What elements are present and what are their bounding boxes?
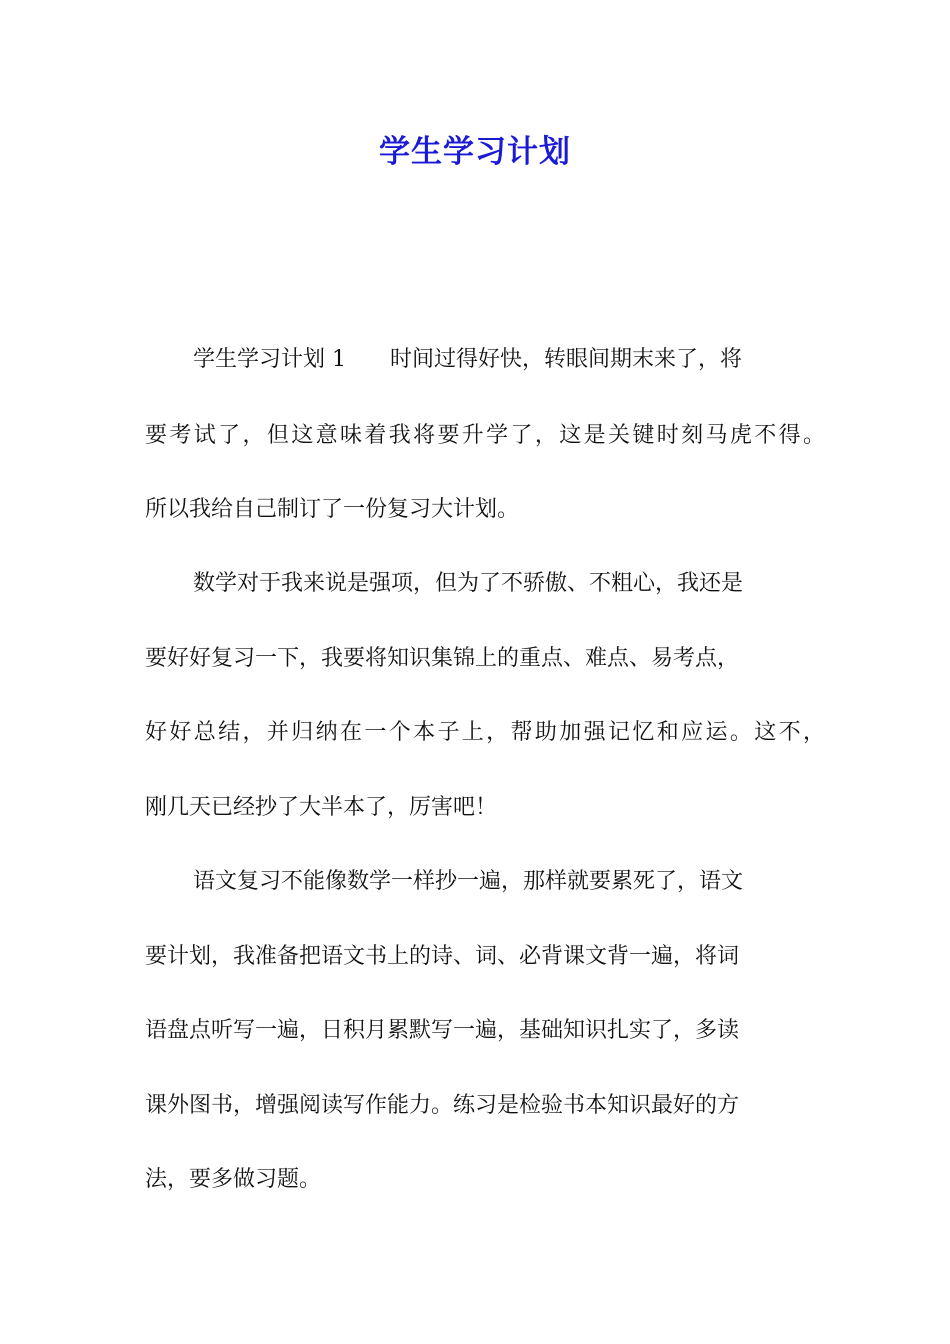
paragraph-3-line-5: 法，要多做习题。 [145, 1167, 322, 1192]
paragraph-1-line-2: 要考试了，但这意味着我将要升学了，这是关键时刻马虎不得。 [145, 423, 825, 448]
paragraph-3-line-4: 课外图书，增强阅读写作能力。练习是检验书本知识最好的方 [145, 1093, 740, 1118]
paragraph-1-text-1: 时间过得好快，转眼间期末来了，将 [390, 347, 743, 372]
paragraph-3-line-3: 语盘点听写一遍，日积月累默写一遍，基础知识扎实了，多读 [145, 1018, 740, 1043]
paragraph-2-line-1: 数学对于我来说是强项，但为了不骄傲、不粗心，我还是 [193, 571, 744, 596]
section-heading: 学生学习计划 1 [193, 347, 346, 372]
paragraph-2-line-3: 好好总结，并归纳在一个本子上，帮助加强记忆和应运。这不， [145, 720, 825, 745]
paragraph-3-line-2: 要计划，我准备把语文书上的诗、词、必背课文背一遍，将词 [145, 944, 740, 969]
paragraph-2-line-2: 要好好复习一下，我要将知识集锦上的重点、难点、易考点， [145, 646, 740, 671]
paragraph-1-line-1 [193, 345, 873, 375]
document-title: 学生学习计划 [379, 134, 571, 170]
paragraph-3-line-1: 语文复习不能像数学一样抄一遍，那样就要累死了，语文 [193, 869, 744, 894]
paragraph-1-line-3: 所以我给自己制订了一份复习大计划。 [145, 497, 520, 522]
paragraph-2-line-4: 刚几天已经抄了大半本了，厉害吧！ [145, 795, 498, 820]
